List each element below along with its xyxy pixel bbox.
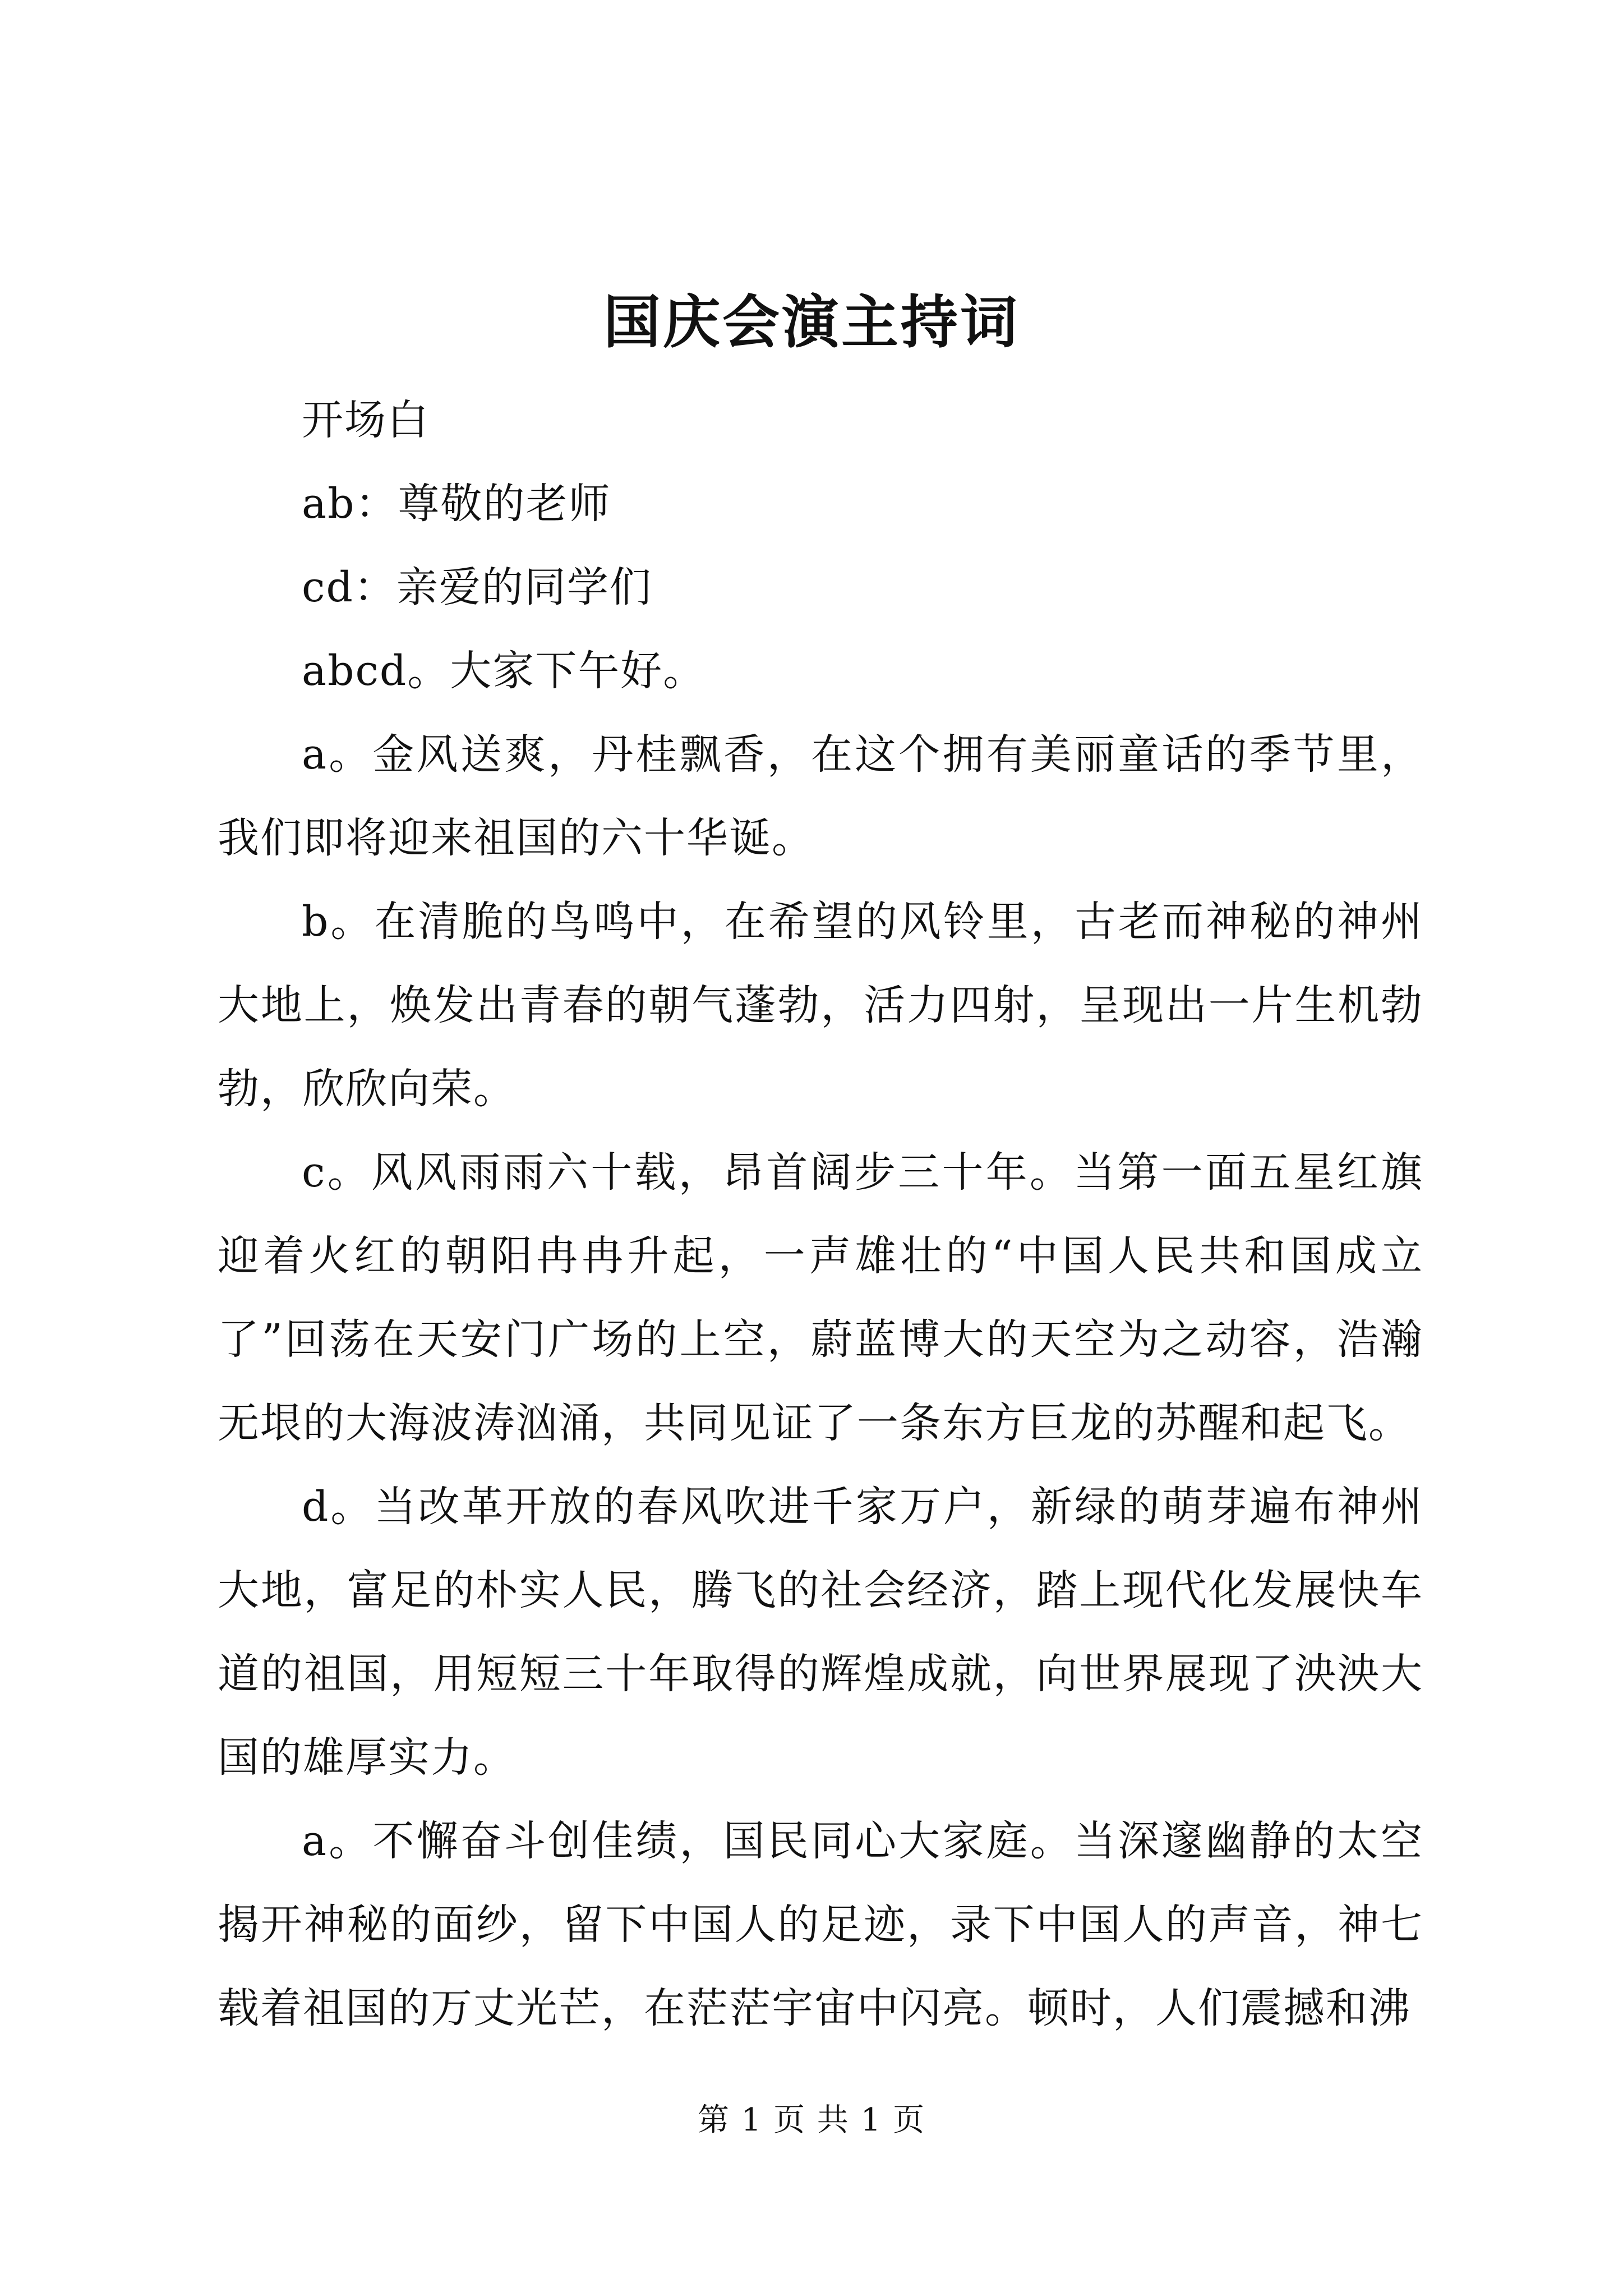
paragraph-d-1: d。当改革开放的春风吹进千家万户，新绿的萌芽遍布神州大地，富足的朴实人民，腾飞的社会经济，踏上现代化发展快车道的祖国，用短短三十年取得的辉煌成就，向世界展现了泱泱大国的雄厚实力。 xyxy=(218,1483,1423,1782)
paragraph-greeting-teachers: ab：尊敬的老师 xyxy=(302,480,611,528)
paragraph-opening: 开场白 xyxy=(302,396,430,444)
paragraph-greeting-students: cd：亲爱的同学们 xyxy=(302,563,652,611)
paragraph-greeting-all: abcd。大家下午好。 xyxy=(302,647,706,695)
paragraph-a-2: a。不懈奋斗创佳绩，国民同心大家庭。当深邃幽静的太空揭开神秘的面纱，留下中国人的足迹，录下中国人的声音，神七载着祖国的万丈光芒，在茫茫宇宙中闪亮。顿时，人们震撼和沸 xyxy=(218,1817,1423,2032)
document-title: 国庆会演主持词 xyxy=(603,289,1020,356)
paragraph-b-1: b。在清脆的鸟鸣中，在希望的风铃里，古老而神秘的神州大地上，焕发出青春的朝气蓬勃，活力四射，呈现出一片生机勃勃，欣欣向荣。 xyxy=(218,898,1423,1113)
paragraph-c-1: c。风风雨雨六十载，昂首阔步三十年。当第一面五星红旗迎着火红的朝阳冉冉升起，一声雄壮的“中国人民共和国成立了”回荡在天安门广场的上空，蔚蓝博大的天空为之动容，浩瀚无垠的大海波涛汹涌，共同见证了一条东方巨龙的苏醒和起飞。 xyxy=(218,1148,1423,1447)
paragraph-a-1: a。金风送爽，丹桂飘香，在这个拥有美丽童话的季节里，我们即将迎来祖国的六十华诞。 xyxy=(218,730,1423,862)
page-footer: 第 1 页 共 1 页 xyxy=(697,2102,926,2138)
document-body xyxy=(218,379,1423,2050)
